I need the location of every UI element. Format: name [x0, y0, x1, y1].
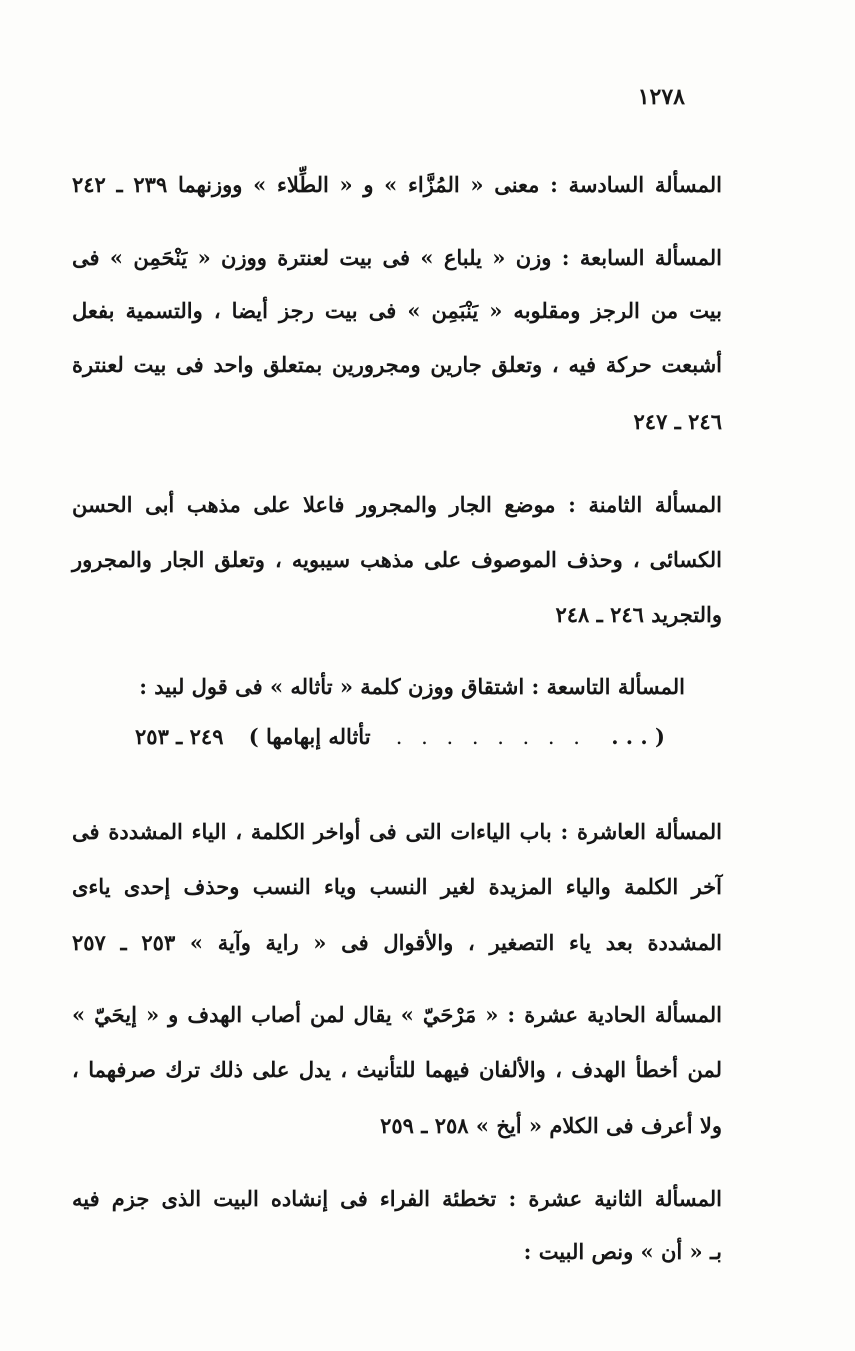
problem-7-line-1: المسألة السابعة : وزن « يلباع » فى بيت لعنترة ووزن « يَنْحَمِن » فى	[72, 245, 722, 270]
problem-8-line-3: والتجريد ٢٤٦ ـ ٢٤٨	[555, 602, 722, 627]
verse-ellipsis: . . . . . . . .	[395, 725, 586, 749]
problem-8-line-2: الكسائى ، وحذف الموصوف على مذهب سيبويه ، وتعلق الجار والمجرور	[72, 547, 722, 572]
problem-7-line-2: بيت من الرجز ومقلوبه « يَنْبَمِن » فى بيت رجز أيضا ، والتسمية بفعل	[72, 298, 722, 323]
problem-6-line-1: المسألة السادسة : معنى « المُزَّاء » و « الطِّلاء » ووزنهما ٢٣٩ ـ ٢٤٢	[72, 172, 722, 197]
problem-10-line-1: المسألة العاشرة : باب الياءات التى فى أواخر الكلمة ، الياء المشددة فى	[72, 819, 722, 844]
problem-11-line-3: ولا أعرف فى الكلام « أيخ » ٢٥٨ ـ ٢٥٩	[380, 1113, 722, 1138]
page-number: ١٢٧٨	[637, 84, 685, 110]
problem-12-line-1: المسألة الثانية عشرة : تخطئة الفراء فى إنشاده البيت الذى جزم فيه	[72, 1186, 722, 1211]
problem-11-line-1: المسألة الحادية عشرة : « مَرْحَيّ » يقال لمن أصاب الهدف و « إيحَيّ »	[72, 1002, 722, 1027]
verse-page-range: ٢٤٩ ـ ٢٥٣	[135, 724, 224, 749]
problem-12-line-2: بـ « أن » ونص البيت :	[523, 1239, 722, 1264]
problem-10-line-3: المشددة بعد ياء التصغير ، والأقوال فى « راية وآية » ٢٥٣ ـ ٢٥٧	[72, 930, 722, 955]
problem-7-page-range: ٢٤٦ ـ ٢٤٧	[633, 409, 722, 434]
problem-7-line-3: أشبعت حركة فيه ، وتعلق جارين ومجرورين بمتعلق واحد فى بيت لعنترة	[72, 352, 722, 377]
verse-text: تأثاله إبهامها )	[248, 724, 371, 749]
problem-11-line-2: لمن أخطأ الهدف ، والألفان فيهما للتأنيث ، يدل على ذلك ترك صرفهما ،	[72, 1057, 722, 1082]
problem-8-line-1: المسألة الثامنة : موضع الجار والمجرور فاعلا على مذهب أبى الحسن	[72, 492, 722, 517]
problem-9-line-1: المسألة التاسعة : اشتقاق ووزن كلمة « تأثاله » فى قول لبيد :	[139, 674, 685, 699]
problem-10-line-2: آخر الكلمة والياء المزيدة لغير النسب وياء النسب وحذف إحدى ياءى	[72, 874, 722, 899]
verse-open: ( . . .	[611, 724, 665, 749]
verse-quote	[135, 722, 665, 754]
